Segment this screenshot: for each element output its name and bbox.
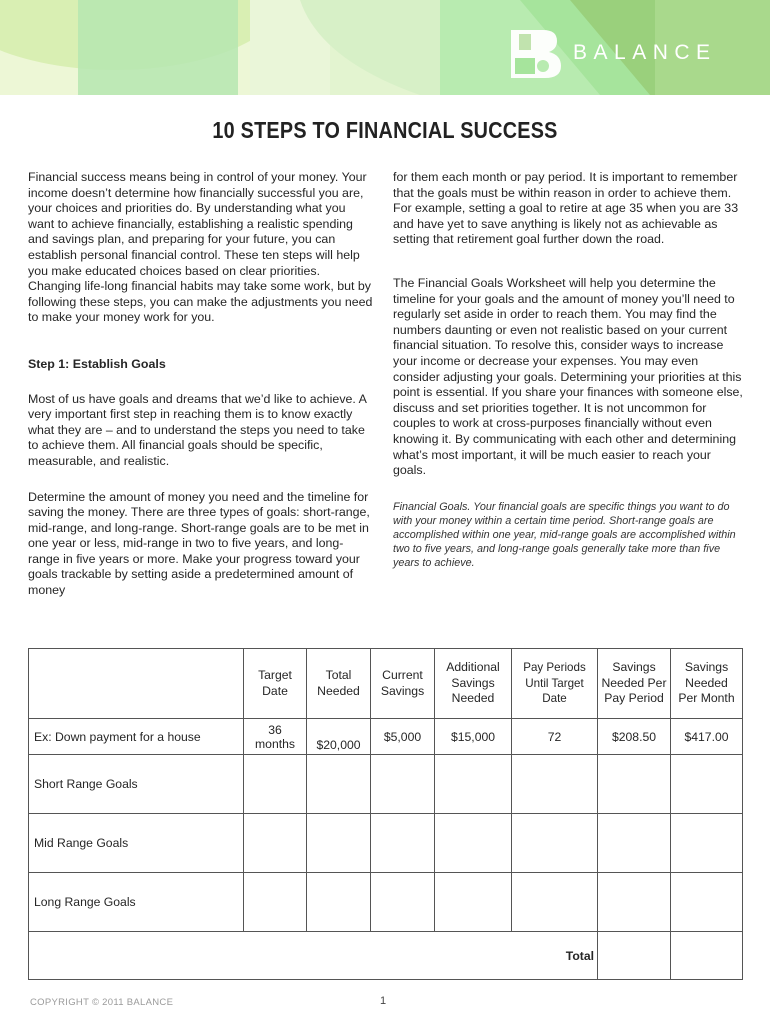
total-label: Total [29,932,598,980]
table-row-example [29,719,743,755]
page-number: 1 [380,995,387,1007]
long-range-per-month[interactable] [671,873,743,932]
header-target-date: Target Date [244,649,307,719]
balance-logo-icon [509,28,565,80]
example-total-needed: $20,000 [307,719,371,755]
short-range-total-needed[interactable] [307,755,371,814]
example-per-month: $417.00 [671,719,743,755]
example-per-pay-period: $208.50 [598,719,671,755]
example-target-date: 36 months [244,719,307,755]
financial-goals-worksheet [28,648,743,980]
mid-range-total-needed[interactable] [307,814,371,873]
header-savings-per-month: Savings Needed Per Month [671,649,743,719]
right-paragraph-1: for them each month or pay period. It is important to remember that the goals must be within reason in order to achieve them. For example, setting a goal to retire at age 35 when you are 33 and have yet to save anything is likely not as achievable as setting that retirement goal further down the road. [393,170,739,247]
copyright-notice: COPYRIGHT © 2011 BALANCE [30,997,174,1008]
mid-range-per-month[interactable] [671,814,743,873]
page-title: 10 STEPS TO FINANCIAL SUCCESS [212,117,558,143]
table-row-mid-range [29,814,743,873]
header-additional-savings: Additional Savings Needed [435,649,512,719]
mid-range-label: Mid Range Goals [29,814,244,873]
short-range-label: Short Range Goals [29,755,244,814]
total-per-pay-period[interactable] [598,932,671,980]
mid-range-pay-periods[interactable] [512,814,598,873]
header-total-needed: Total Needed [307,649,371,719]
short-range-current-savings[interactable] [371,755,435,814]
table-row-short-range [29,755,743,814]
long-range-pay-periods[interactable] [512,873,598,932]
mid-range-target-date[interactable] [244,814,307,873]
right-column [393,170,743,570]
step1-paragraph-2: Determine the amount of money you need and the timeline for saving the money. There are three types of goals: short-range, mid-range, and long-range. Short-range goals are to be met in one year or less, mid-range in two to five years, and long-range in five years or more. Make your progress toward your goals trackable by setting aside a predetermined amount of money [28,489,370,598]
right-paragraph-2: The Financial Goals Worksheet will help you determine the timeline for your goals and the amount of money you’ll need to regularly set aside in order to reach them. You may find the numbers daunting or even not realistic based on your current financial situation. To resolve this, consider ways to increase your income or decrease your expenses. You may even consider adjusting your goals. Determining your priorities at this point is essential. If you share your finances with someone else, discuss and set priorities together. It is not uncommon for couples to work at cross-purposes financially without even knowing it. By communicating with each other and determining what’s most important, it will be much easier to reach your goals. [393,275,743,478]
header-banner [0,0,770,95]
short-range-additional-savings[interactable] [435,755,512,814]
table-row-total [29,932,743,980]
long-range-additional-savings[interactable] [435,873,512,932]
left-column [28,170,373,599]
short-range-pay-periods[interactable] [512,755,598,814]
intro-paragraph: Financial success means being in control of your money. Your income doesn’t determine how financially successful you are, your choices and priorities do. By understanding what you want to achieve financially, establishing a realistic spending and savings plan, and preparing for your future, you can establish personal financial control. These ten steps will help you make educated choices based on clear priorities. Changing life-long financial habits may take some work, but by following these steps, you can make the adjustments you need to make your money work for you. [28,170,373,325]
long-range-label: Long Range Goals [29,873,244,932]
header-savings-per-pay-period: Savings Needed Per Pay Period [598,649,671,719]
example-additional-savings: $15,000 [435,719,512,755]
mid-range-additional-savings[interactable] [435,814,512,873]
table-row-long-range [29,873,743,932]
brand-name: BALANCE [573,41,717,64]
long-range-per-pay-period[interactable] [598,873,671,932]
header-current-savings: Current Savings [371,649,435,719]
long-range-total-needed[interactable] [307,873,371,932]
mid-range-per-pay-period[interactable] [598,814,671,873]
header-pay-periods: Pay Periods Until Target Date [512,649,598,719]
financial-goals-definition: Financial Goals. Your financial goals are specific things you want to do with your money within a certain time period. Short-range goals are accomplished within one year, mid-range goals are accomplished within two to five years, and long-range goals generally take more than five years to achieve. [393,500,736,569]
example-goal: Ex: Down payment for a house [29,719,244,755]
mid-range-current-savings[interactable] [371,814,435,873]
balance-logo [509,28,759,80]
example-current-savings: $5,000 [371,719,435,755]
long-range-target-date[interactable] [244,873,307,932]
step1-paragraph-1: Most of us have goals and dreams that we’d like to achieve. A very important first step in reaching them is to know exactly what they are – and to understand the steps you need to take to achieve them. All financial goals should be specific, measurable, and realistic. [28,391,367,468]
short-range-per-pay-period[interactable] [598,755,671,814]
long-range-current-savings[interactable] [371,873,435,932]
header-goal [29,649,244,719]
short-range-per-month[interactable] [671,755,743,814]
total-per-month[interactable] [671,932,743,980]
example-pay-periods: 72 [512,719,598,755]
table-header-row [29,649,743,719]
short-range-target-date[interactable] [244,755,307,814]
step1-heading: Step 1: Establish Goals [28,356,166,371]
